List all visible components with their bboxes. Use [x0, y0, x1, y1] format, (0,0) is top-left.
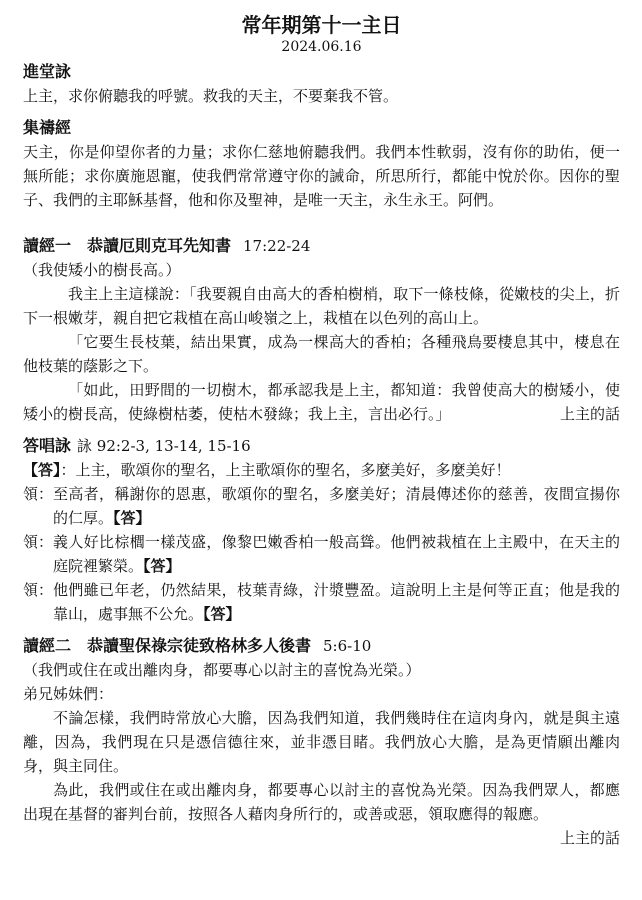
reading2-paragraph-2: [23, 778, 620, 847]
reading2-title: 讀經二 恭讀聖保祿宗徒致格林多人後書: [23, 636, 312, 655]
psalm-verse-text: [53, 482, 620, 530]
entrance-text: 上主，求你俯聽我的呼號。救我的天主，不要棄我不管。: [23, 87, 399, 105]
psalm-verse-3-text: 他們雖已年老，仍然結果，枝葉青綠，汁漿豐盈。這說明上主是何等正直；他是我的靠山，處事無不公允。: [53, 581, 620, 623]
reading1-heading: [23, 234, 620, 258]
page-title: 常年期第十一主日: [241, 13, 402, 37]
reading1-closing: 上主的話: [559, 405, 620, 423]
psalm-heading: [23, 434, 620, 458]
psalm-verse: [23, 530, 620, 578]
psalm-verse-text: [53, 578, 620, 626]
entrance-heading: 進堂詠: [23, 62, 72, 81]
reading1-reference: 17:22-24: [243, 237, 311, 255]
reading2-heading: [23, 634, 620, 658]
reading1-paragraph-3: [23, 378, 620, 426]
collect-text: 天主，你是仰望你者的力量；求你仁慈地俯聽我們。我們本性軟弱，沒有你的助佑，便一無所能；求你廣施恩寵，使我們常常遵守你的誡命，所思所行，都能中悅於你。因你的聖子、我們的主耶穌基督，他和你及聖神，是唯一天主，永生永王。阿們。: [23, 143, 620, 209]
psalm-verse-2-response: 【答】: [143, 557, 181, 575]
reading2-summary: （我們或住在或出離肉身，都要專心以討主的喜悅為光榮。）: [23, 661, 421, 679]
page-date: 2024.06.16: [281, 39, 362, 55]
reading1-paragraph-3-text: 「如此，田野間的一切樹木，都承認我是上主，都知道：我曾使高大的樹矮小，使矮小的樹長高，使綠樹枯萎，使枯木發綠；我上主，言出必行。」: [23, 381, 620, 423]
collect-heading: 集禱經: [23, 118, 72, 137]
psalm-verse: [23, 578, 620, 626]
psalm-verse-2-text: 義人好比棕櫚一樣茂盛，像黎巴嫩香柏一般高聳。他們被栽植在上主殿中，在天主的庭院裡繁榮。: [53, 533, 620, 575]
psalm-verse-1-text: 至高者，稱謝你的恩惠，歌頌你的聖名，多麼美好；清晨傳述你的慈善，夜間宣揚你的仁厚。: [53, 485, 620, 527]
psalm-verse-3-response: 【答】: [203, 605, 241, 623]
reading2-closing: 上主的話: [559, 829, 620, 847]
psalm-title: 答唱詠: [23, 436, 72, 455]
reading1-paragraph-1: 我主上主這樣說：「我要親自由高大的香柏樹梢，取下一條枝條，從嫩枝的尖上，折下一根嫩芽，親自把它栽植在高山峻嶺之上，栽植在以色列的高山上。: [23, 285, 620, 327]
psalm-response-label: 【答】: [23, 461, 61, 479]
psalm-verse-label: 領：: [23, 533, 54, 551]
psalm-verse-1-response: 【答】: [113, 509, 151, 527]
reading2-paragraph-1: 不論怎樣，我們時常放心大膽，因為我們知道，我們幾時住在這肉身內，就是與主遠離，因為，我們現在只是憑信德往來，並非憑目睹。我們放心大膽，是為更情願出離肉身，與主同住。: [23, 709, 620, 775]
reading1-title: 讀經一 恭讀厄則克耳先知書: [23, 236, 232, 255]
psalm-verse: [23, 482, 620, 530]
reading1-summary: （我使矮小的樹長高。）: [23, 261, 181, 279]
reading1-paragraph-2: 「它要生長枝葉，結出果實，成為一棵高大的香柏；各種飛鳥要棲息其中，棲息在他枝葉的蔭影之下。: [23, 333, 620, 375]
psalm-reference: 詠 92:2-3, 13-14, 15-16: [77, 437, 251, 455]
reading2-reference: 5:6-10: [323, 637, 372, 655]
reading2-paragraph-2-text: 為此，我們或住在或出離肉身，都要專心以討主的喜悅為光榮。因為我們眾人，都應出現在基督的審判台前，按照各人藉肉身所行的，或善或惡，領取應得的報應。: [23, 781, 620, 823]
reading2-salutation: 弟兄姊妹們：: [23, 685, 114, 703]
psalm-verse-text: [53, 530, 620, 578]
psalm-verse-label: 領：: [23, 485, 54, 503]
psalm-verse-label: 領：: [23, 581, 54, 599]
psalm-response: [23, 458, 620, 482]
psalm-response-text: ：上主，歌頌你的聖名，上主歌頌你的聖名，多麼美好，多麼美好！: [60, 461, 511, 479]
